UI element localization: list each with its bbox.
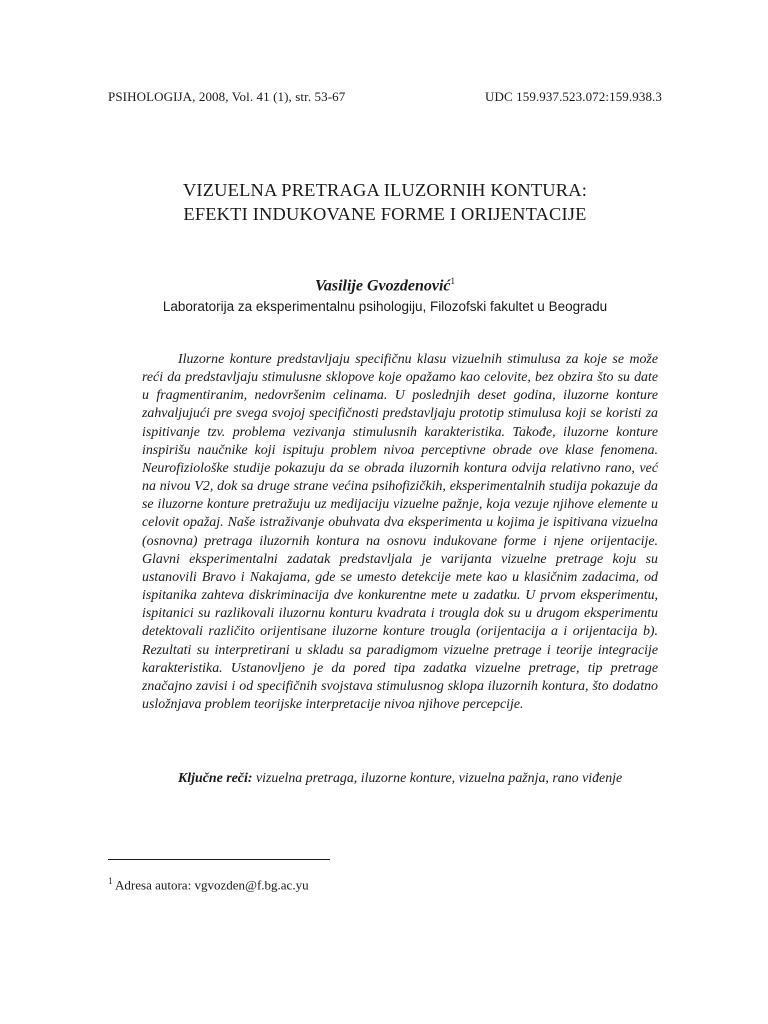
paper-title [100,178,670,226]
footnote [108,876,309,893]
footnote-marker: 1 [108,876,113,886]
abstract-text: Iluzorne konture predstavljaju specifičnu klasu vizuelnih stimulusa za koje se može reći da predstavljaju stimulusne sklopove koje opažamo kao celovite, bez obzira što su date u fragmentiranim, nedovršenim celinama. U poslednjih deset godina, iluzorne konture zahvaljujući pre svega svojoj specifičnosti predstavljaju prototip stimulusa koji se koristi za ispitivanje tzv. problema vezivanja stimulusnih karakteristika. Takođe, iluzorne konture inspirišu naučnike koji ispituju problem nivoa perceptivne obrade ove klase fenomena. Neurofiziološke studije pokazuju da se obrada iluzornih kontura odvija relativno rano, već na nivou V2, dok sa druge strane većina psihofizičkih, eksperimentalnih studija pokazuje da se iluzorne konture pretražuju uz medijaciju vizuelne pažnje, koja vezuje njihove elemente u celovit opažaj. Naše istraživanje obuhvata dva eksperimenta u kojima je ispitivana vizuelna (osnovna) pretraga iluzornih kontura na osnovu indukovane forme i njene orijentacije. Glavni eksperimentalni zadatak predstavljala je varijanta vizuelne pretrage koju su ustanovili Bravo i Nakajama, gde se umesto detekcije mete kao u klasičnim zadacima, od ispitanika zahteva diskriminacija dve konkurentne mete u zadatku. U prvom eksperimentu, ispitanici su razlikovali iluzornu konturu kvadrata i trougla dok su u drugom eksperimentu detektovali različito orijentisane iluzorne konture trougla (orijentacija a i orijentacija b). Rezultati su interpretirani u skladu sa paradigmom vizuelne pretrage i teorije integracije karakteristika. Ustanovljeno je da pored tipa zadatka vizuelne pretrage, tip pretrage značajno zavisi i od specifičnih svojstava stimulusnog sklopa iluzornih kontura, što dodatno usložnjava problem teorijske interpretacije nivoa njihove percepcije. [142,352,658,712]
udc-code: UDC 159.937.523.072:159.938.3 [485,89,662,104]
author-block [100,276,670,295]
footnote-text: Adresa autora: vgvozden@f.bg.ac.yu [112,877,309,893]
keywords-label: Ključne reči: [178,771,253,786]
author-affiliation: Laboratorija za eksperimentalnu psihologiju, Filozofski fakultet u Beogradu [162,299,608,314]
running-header [108,89,662,105]
keywords [142,770,658,788]
author-name: Vasilije Gvozdenović [314,277,451,295]
paper-title-line-2: EFEKTI INDUKOVANE FORME I ORIJENTACIJE [183,204,587,224]
author-footnote-marker: 1 [450,276,456,286]
keywords-list: vizuelna pretraga, iluzorne konture, vizuelna pažnja, rano viđenje [252,771,623,786]
footnote-divider [108,859,330,860]
paper-title-line-1: VIZUELNA PRETRAGA ILUZORNIH KONTURA: [182,180,588,200]
journal-citation: PSIHOLOGIJA, 2008, Vol. 41 (1), str. 53-67 [108,89,346,104]
